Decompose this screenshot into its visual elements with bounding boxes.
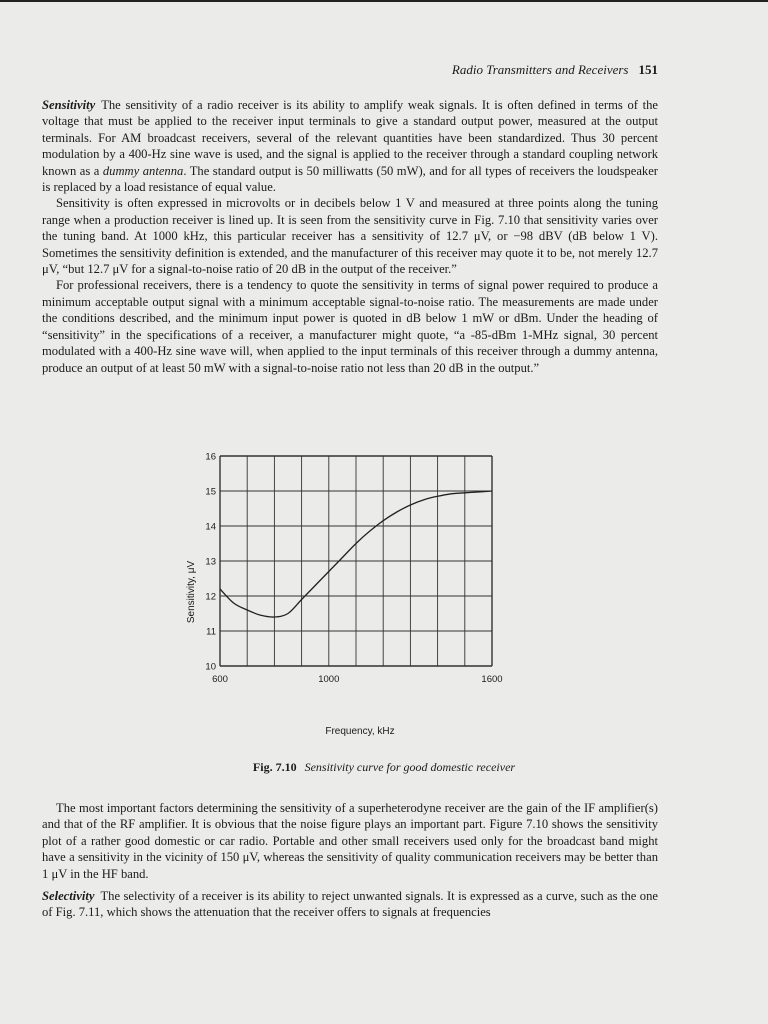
paragraph-1-tail: . The standard output is 50 milliwatts (50 mW), and for all types of receivers the loudspeaker is replaced by a load resistance of equal value. [42, 163, 658, 195]
top-rule [0, 0, 768, 2]
x-tick-label: 600 [212, 674, 228, 685]
paragraph-sensitivity-measurement: Sensitivity is often expressed in microvolts or in decibels below 1 V and measured at three points along the tuning range when a production receiver is lined up. It is seen from the sensitivity curve in Fig. 7.10 that sensitivity varies over the tuning band. At 1000 kHz, this particular receiver has a sensitivity of 12.7 μV, or −98 dBV (dB below 1 V). Sometimes the sensitivity definition is extended, and the manufacturer of this receiver may quote it to be, not merely 12.7 μV, “but 12.7 μV for a signal-to-noise ratio of 20 dB in the output of the receiver.” [42, 196, 658, 277]
figure-caption-text: Sensitivity curve for good domestic receiver [304, 760, 516, 774]
y-tick-label: 14 [205, 521, 216, 533]
x-axis-label: Frequency, kHz [325, 726, 395, 737]
text-block-upper [42, 97, 658, 376]
figure-label: Fig. 7.10 [252, 760, 297, 774]
figure-caption [0, 760, 768, 775]
grid-layer [220, 456, 492, 666]
sensitivity-heading: Sensitivity [42, 98, 96, 112]
dummy-antenna-term: dummy antenna [102, 163, 184, 178]
y-tick-label: 10 [205, 661, 216, 673]
paragraph-sensitivity-factors: The most important factors determining the sensitivity of a superheterodyne receiver are the gain of the IF amplifier(s) and that of the RF amplifier. It is obvious that the noise figure plays an important part. Figure 7.10 shows the sensitivity plot of a rather good domestic or car radio. Portable and other small receivers used only for the broadcast band might have a sensitivity in the vicinity of 150 μV, whereas the sensitivity of quality communication receivers may be better than 1 μV in the HF band. [42, 801, 658, 881]
x-tick-label: 1600 [481, 674, 503, 685]
paragraph-1-text: The sensitivity of a radio receiver is its ability to amplify weak signals. It is often defined in terms of the voltage that must be applied to the receiver input terminals to give a standard output power, measured at the output terminals. For AM broadcast receivers, several of the relevant quantities have been standardized. Thus 30 percent modulation by a 400-Hz sine wave is used, and the signal is applied to the receiver through a standard coupling network known as a [42, 98, 658, 178]
y-axis-label: Sensitivity, μV [186, 560, 197, 624]
paragraph-sensitivity-definition [42, 97, 658, 195]
paragraph-selectivity [42, 888, 658, 921]
y-tick-label: 12 [205, 591, 216, 603]
paragraph-professional-receivers: For professional receivers, there is a tendency to quote the sensitivity in terms of signal power required to produce a minimum acceptable output signal with a minimum acceptable signal-to-noise ratio. The measurements are made under the conditions described, and the minimum input power is quoted in dB below 1 mW or dBm. Under the heading of “sensitivity” in the specifications of a receiver, a manufacturer might quote, “a -85-dBm 1-MHz signal, 30 percent modulated with a 400-Hz sine wave will, when applied to the input terminals of this receiver through a dummy antenna, produce an output of at least 50 mW with a signal-to-noise ratio not less than 20 dB in the output.” [42, 278, 658, 375]
paragraph-5-text: The selectivity of a receiver is its ability to reject unwanted signals. It is expressed as a curve, such as the one of Fig. 7.11, which shows the attenuation that the receiver offers to signals at frequencies [42, 889, 658, 920]
tick-label-layer [205, 452, 502, 685]
y-tick-label: 15 [205, 486, 216, 498]
text-block-lower [42, 800, 658, 921]
y-tick-label: 11 [206, 626, 216, 638]
sensitivity-chart [180, 452, 510, 742]
selectivity-heading: Selectivity [42, 889, 95, 904]
x-tick-label: 1000 [318, 674, 340, 685]
sensitivity-chart-svg [180, 452, 510, 742]
running-head-title: Radio Transmitters and Receivers [451, 62, 629, 77]
y-tick-label: 16 [205, 452, 216, 463]
page-number: 151 [638, 62, 658, 77]
running-head [452, 62, 658, 78]
y-tick-label: 13 [205, 556, 216, 568]
